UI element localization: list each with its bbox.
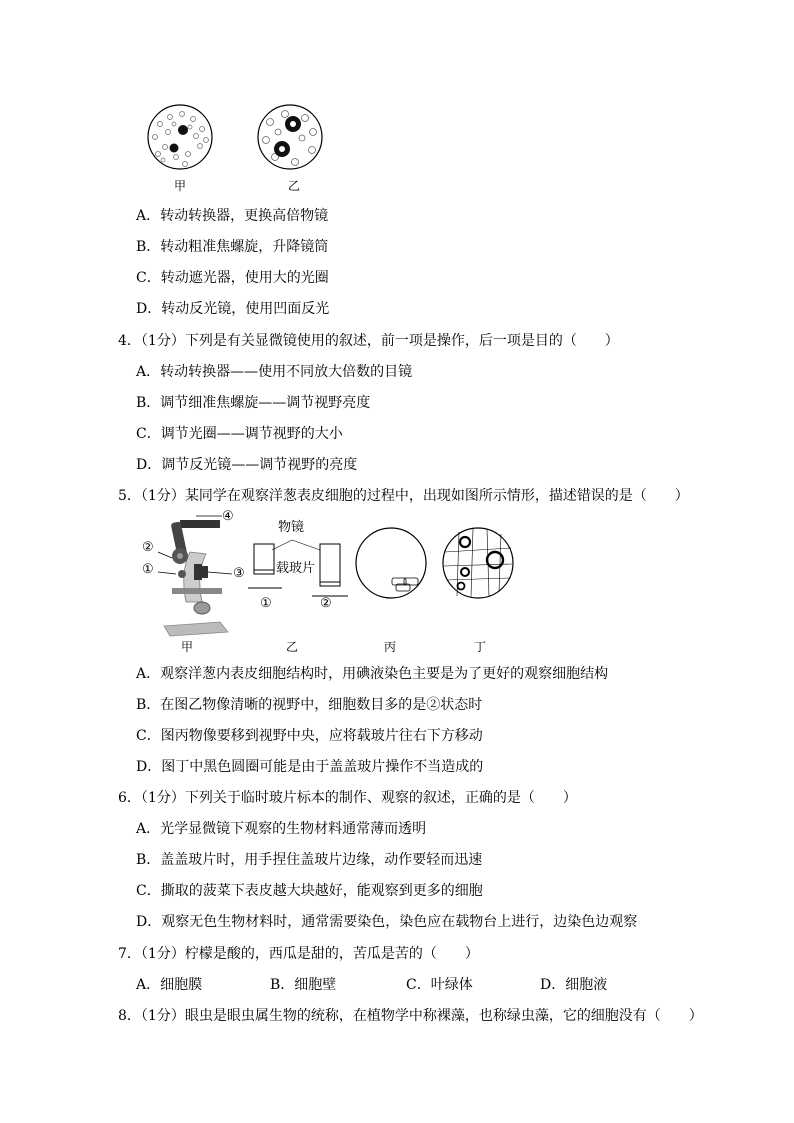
q4-stem: 4．（1分）下列是有关显微镜使用的叙述，前一项是操作，后一项是目的（ ） [118,333,619,349]
q5-stem: 5．（1分）某同学在观察洋葱表皮细胞的过程中，出现如图所示情形，描述错误的是（ ） [118,488,689,504]
q5-option-b: B．在图乙物像清晰的视野中，细胞数目多的是②状态时 [136,697,483,713]
q5-mark-2: ② [142,540,154,555]
q7-options-row [136,976,676,994]
q5-option-a: A．观察洋葱内表皮细胞结构时，用碘液染色主要是为了更好的观察细胞结构 [136,666,609,682]
q5-caption-yi: 乙 [286,640,299,654]
q3-option-a: A．转动转换器，更换高倍物镜 [136,208,329,224]
q5-caption-bing: 丙 [384,640,397,654]
q6-option-d: D．观察无色生物材料时，通常需要染色，染色应在载物台上进行，边染色边观察 [136,914,638,930]
figure-field-bing [354,526,428,600]
field-yi [258,105,322,169]
q5-mark-1: ① [142,562,154,577]
q7-option-b: B．细胞壁 [270,977,337,993]
q5-option-d: D．图丁中黑色圆圈可能是由于盖盖玻片操作不当造成的 [136,759,484,775]
q6-option-a: A．光学显微镜下观察的生物材料通常薄而透明 [136,821,427,837]
q7-stem: 7．（1分）柠檬是酸的，西瓜是甜的，苦瓜是苦的（ ） [118,946,479,962]
q6-stem: 6．（1分）下列关于临时玻片标本的制作、观察的叙述，正确的是（ ） [118,790,577,806]
q7-option-c: C．叶绿体 [406,977,473,993]
q4-option-d: D．调节反光镜——调节视野的亮度 [136,457,358,473]
q5-caption-jia: 甲 [181,640,194,654]
q6-option-c: C．撕取的菠菜下表皮越大块越好，能观察到更多的细胞 [136,883,483,899]
q3-option-b: B．转动粗准焦螺旋，升降镜筒 [136,239,329,255]
q5-mark-4: ④ [222,509,234,524]
caption-yi: 乙 [288,179,301,193]
q5-option-c: C．图丙物像要移到视野中央，应将载玻片往右下方移动 [136,728,483,744]
q7-option-a: A．细胞膜 [136,977,203,993]
q8-stem: 8．（1分）眼虫是眼虫属生物的统称，在植物学中称裸藻，也称绿虫藻，它的细胞没有（ ） [118,1008,703,1024]
q3-option-d: D．转动反光镜，使用凹面反光 [136,301,330,317]
q7-option-d: D．细胞液 [540,977,608,993]
q4-option-a: A．转动转换器——使用不同放大倍数的目镜 [136,364,413,380]
q5-state-2: ② [320,596,332,611]
figure-field-ding [441,526,515,600]
q5-label-objective: 物镜 [278,520,305,535]
q4-option-b: B．调节细准焦螺旋——调节视野亮度 [136,395,371,411]
figure-microscope-fields [130,102,330,172]
q3-option-c: C．转动遮光器，使用大的光圈 [136,270,329,286]
q6-option-b: B．盖盖玻片时，用手捏住盖玻片边缘，动作要轻而迅速 [136,852,483,868]
q5-label-slide: 载玻片 [276,561,316,576]
q5-caption-ding: 丁 [474,640,487,654]
q5-state-1: ① [260,596,272,611]
field-jia [148,105,212,169]
q4-option-c: C．调节光圈——调节视野的大小 [136,426,343,442]
caption-jia: 甲 [174,179,187,193]
q5-mark-3: ③ [233,566,245,581]
